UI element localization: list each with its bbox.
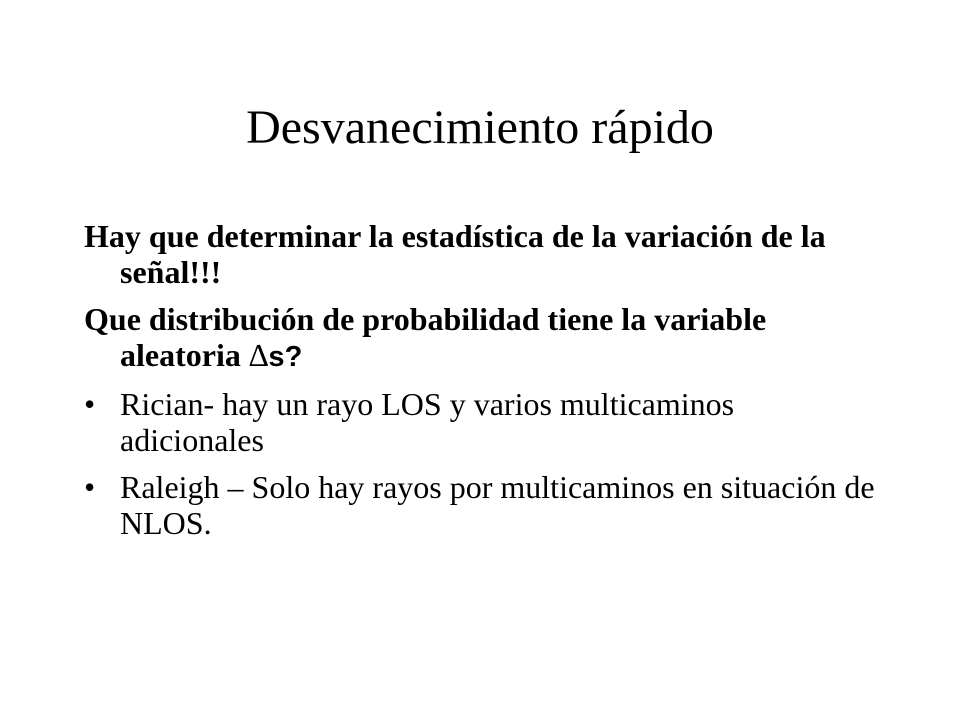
bullet-text-rician: Rician- hay un rayo LOS y varios multicaminos adicionales [120, 386, 735, 458]
paragraph-statistics: Hay que determinar la estadística de la variación de la señal!!! [84, 218, 826, 290]
sigma-symbol: s [268, 341, 285, 373]
bullet-item-raleigh [84, 469, 884, 541]
slide-body [84, 218, 884, 552]
bullet-marker: • [84, 386, 96, 422]
question-mark: ? [284, 341, 303, 373]
delta-symbol: ∆ [248, 337, 269, 373]
slide-title: Desvanecimiento rápido [246, 101, 714, 154]
paragraph-distribution-text: Que distribución de probabilidad tiene la variable aleatoria [84, 301, 767, 373]
bullet-item-rician [84, 386, 884, 458]
bullet-marker: • [84, 469, 96, 505]
paragraph-distribution [84, 301, 884, 375]
bullet-text-raleigh: Raleigh – Solo hay rayos por multicaminos en situación de NLOS. [120, 469, 875, 541]
